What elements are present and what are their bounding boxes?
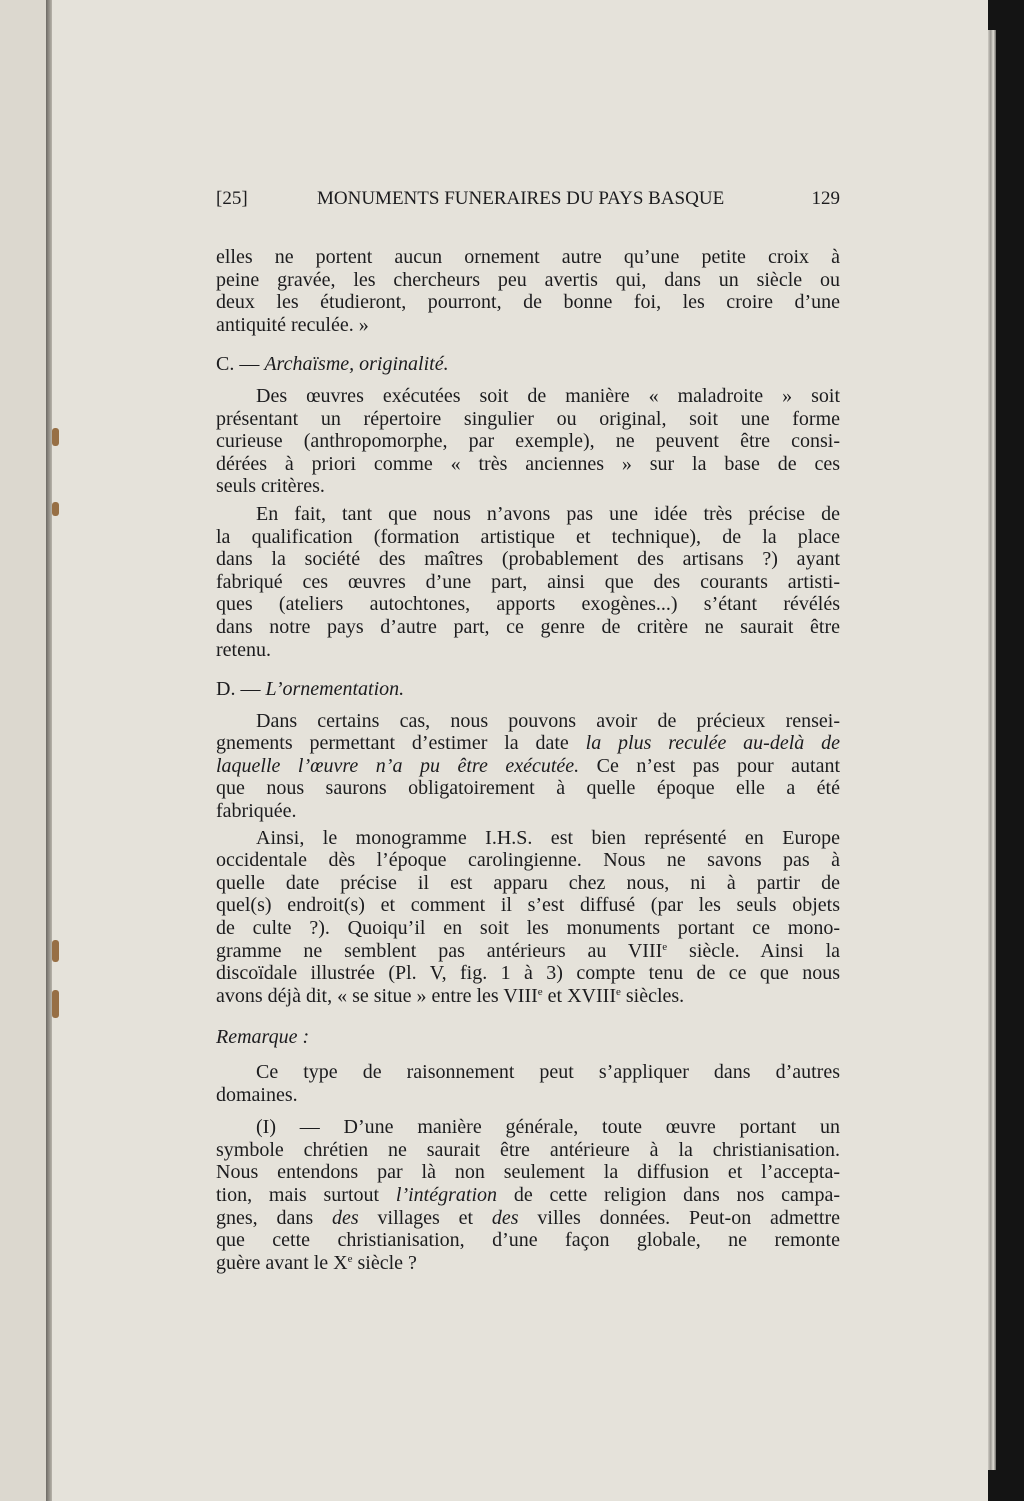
text-line <box>216 571 840 594</box>
text-run: ques (ateliers autochtones, apports exogènes...) s’étant révélés <box>216 593 840 616</box>
text-line <box>216 503 840 526</box>
binding-hole-mark <box>52 428 59 446</box>
text-run: seuls critères. <box>216 475 325 498</box>
binding-hole-mark <box>52 990 59 1018</box>
text-run: gnements permettant d’estimer la date <box>216 732 586 755</box>
text-line <box>216 1252 840 1275</box>
text-line <box>216 732 840 755</box>
running-header <box>216 188 840 214</box>
text-line <box>216 475 840 498</box>
text-line <box>216 872 840 895</box>
text-run: Ainsi, le monogramme I.H.S. est bien représenté en Europe <box>256 826 840 849</box>
italic-text: l’intégration <box>395 1183 497 1206</box>
text-line <box>216 1116 840 1139</box>
facing-page-edge <box>0 0 46 1501</box>
text-line <box>216 827 840 850</box>
text-run: D. — <box>216 678 266 701</box>
text-line <box>216 755 840 778</box>
text-run: curieuse (anthropomorphe, par exemple), ne peuvent être consi- <box>216 430 840 453</box>
text-run: que cette christianisation, d’une façon globale, ne remonte <box>216 1229 840 1252</box>
text-run: fabriquée. <box>216 800 297 823</box>
text-run: antiquité reculée. » <box>216 313 369 336</box>
text-run: et XVIII <box>542 984 616 1007</box>
text-run: quel(s) endroit(s) et comment il s’est diffusé (par les seuls objets <box>216 894 840 917</box>
text-run: fabriqué ces œuvres d’une part, ainsi que des courants artisti- <box>216 570 840 593</box>
text-line <box>216 1229 840 1252</box>
text-line <box>216 985 840 1008</box>
section-heading <box>216 678 840 701</box>
text-line <box>216 639 840 662</box>
text-run: Nous entendons par là non seulement la diffusion et l’accepta- <box>216 1161 840 1184</box>
page-stack-edge <box>988 30 996 1470</box>
page-number: 129 <box>811 188 840 209</box>
text-line <box>216 408 840 431</box>
italic-text: Archaïsme, originalité. <box>264 353 449 376</box>
text-line <box>216 777 840 800</box>
text-run: siècle ? <box>352 1251 417 1274</box>
text-run: deux les étudieront, pourront, de bonne foi, les croire d’une <box>216 291 840 314</box>
text-run: peine gravée, les chercheurs peu avertis qui, dans un siècle ou <box>216 268 840 291</box>
text-line <box>216 385 840 408</box>
running-title: MONUMENTS FUNERAIRES DU PAYS BASQUE <box>317 188 725 209</box>
section-number: [25] <box>216 188 248 209</box>
superscript: e <box>347 1252 353 1265</box>
text-line <box>216 1061 840 1084</box>
paragraph <box>216 385 840 498</box>
paragraph <box>216 1116 840 1274</box>
text-line <box>216 940 840 963</box>
text-run: villages et <box>358 1206 492 1229</box>
text-run: Ce n’est pas pour autant <box>579 754 841 777</box>
text-line <box>216 800 840 823</box>
paragraph <box>216 1061 840 1106</box>
text-run: tion, mais surtout <box>216 1183 396 1206</box>
text-line <box>216 548 840 571</box>
paragraph <box>216 710 840 823</box>
text-run: symbole chrétien ne saurait être antérieure à la christianisation. <box>216 1138 840 1161</box>
text-line <box>216 291 840 314</box>
text-line <box>216 1184 840 1207</box>
text-line <box>216 453 840 476</box>
text-line <box>216 1139 840 1162</box>
text-run: retenu. <box>216 638 271 661</box>
text-run: présentant un répertoire singulier ou original, soit une forme <box>216 407 840 430</box>
superscript: e <box>537 985 543 998</box>
italic-text: des <box>491 1206 519 1229</box>
text-line <box>216 710 840 733</box>
italic-text: laquelle l’œuvre n’a pu être exécutée. <box>216 754 580 777</box>
text-line <box>216 314 840 337</box>
text-run: domaines. <box>216 1083 298 1106</box>
text-run: de cette religion dans nos campa- <box>497 1183 840 1206</box>
text-run: dans la société des maîtres (probablement des artisans ?) ayant <box>216 548 840 571</box>
section-heading <box>216 1026 840 1049</box>
text-line <box>216 1161 840 1184</box>
binding-hole-mark <box>52 940 59 962</box>
text-run: guère avant le X <box>216 1251 348 1274</box>
text-run: gramme ne semblent pas antérieurs au VIII <box>216 939 663 962</box>
text-line <box>216 1084 840 1107</box>
text-run: villes données. Peut-on admettre <box>518 1206 841 1229</box>
text-run: la qualification (formation artistique et technique), de la place <box>216 525 840 548</box>
text-run: dérées à priori comme « très anciennes » sur la base de ces <box>216 452 840 475</box>
italic-text: Remarque : <box>216 1026 310 1049</box>
paragraph <box>216 246 840 336</box>
text-run: dans notre pays d’autre part, ce genre de critère ne saurait être <box>216 615 840 638</box>
text-line <box>216 246 840 269</box>
text-run: Des œuvres exécutées soit de manière « maladroite » soit <box>256 384 840 407</box>
binding-hole-mark <box>52 502 59 516</box>
text-run: de culte ?). Quoiqu’il en soit les monuments portant ce mono- <box>216 917 840 940</box>
superscript: e <box>615 985 621 998</box>
text-line <box>216 526 840 549</box>
text-run: Dans certains cas, nous pouvons avoir de précieux rensei- <box>256 709 840 732</box>
text-line <box>216 593 840 616</box>
text-run: avons déjà dit, « se situe » entre les VIII <box>216 984 538 1007</box>
text-line <box>216 678 840 701</box>
text-run: (I) — D’une manière générale, toute œuvre portant un <box>256 1116 840 1139</box>
text-line <box>216 1207 840 1230</box>
text-line <box>216 269 840 292</box>
text-run: En fait, tant que nous n’avons pas une idée très précise de <box>256 502 840 525</box>
text-run: discoïdale illustrée (Pl. V, fig. 1 à 3) compte tenu de ce que nous <box>216 962 840 985</box>
section-heading <box>216 353 840 376</box>
text-line <box>216 353 840 376</box>
text-line <box>216 616 840 639</box>
text-line <box>216 1026 840 1049</box>
paragraph <box>216 827 840 1008</box>
text-line <box>216 894 840 917</box>
text-run: siècle. Ainsi la <box>667 939 840 962</box>
text-run: siècles. <box>620 984 685 1007</box>
text-run: que nous saurons obligatoirement à quelle époque elle a été <box>216 777 840 800</box>
text-line <box>216 430 840 453</box>
text-run: elles ne portent aucun ornement autre qu’une petite croix à <box>216 246 840 268</box>
italic-text: la plus reculée au-delà de <box>585 732 840 755</box>
superscript: e <box>662 940 668 953</box>
text-line <box>216 917 840 940</box>
text-run: Ce type de raisonnement peut s’appliquer dans d’autres <box>256 1061 840 1083</box>
text-run: occidentale dès l’époque carolingienne. Nous ne savons pas à <box>216 849 840 872</box>
page-body <box>216 246 840 1274</box>
text-run: C. — <box>216 353 265 376</box>
italic-text: des <box>332 1206 359 1229</box>
italic-text: L’ornementation. <box>265 678 405 701</box>
text-line <box>216 849 840 872</box>
paragraph <box>216 503 840 661</box>
text-run: gnes, dans <box>216 1206 333 1229</box>
text-run: quelle date précise il est apparu chez nous, ni à partir de <box>216 871 840 894</box>
text-line <box>216 962 840 985</box>
